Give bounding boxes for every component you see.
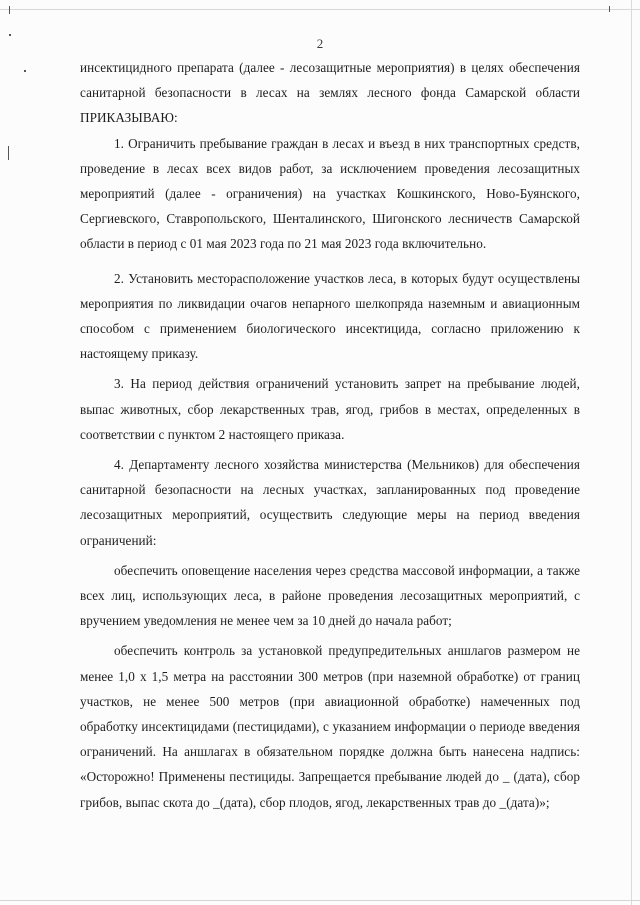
paragraph-item-2: 2. Установить месторасположение участков леса, в которых будут осуществлены мероприятия по ликвидации очагов непарного шелкопряда наземным и авиационным способом с применением биологического инсектицида, согласно приложению к настоящему приказу. (80, 270, 580, 362)
scan-mark (9, 6, 10, 14)
paragraph-item-1: 1. Ограничить пребывание граждан в лесах и въезд в них транспортных средств, проведение в лесах всех видов работ, за исключением проведения лесозащитных мероприятий (далее - ограничения) на участках Кошкинского, Ново-Буянского, Сергиевского, Ставропольского, Шенталинского, Шигонского лесничеств Самарской области в период с 01 мая 2023 года по 21 мая 2023 года включительно. (80, 135, 580, 252)
paragraph-item-4: 4. Департаменту лесного хозяйства министерства (Мельников) для обеспечения санитарной безопасности на лесных участках, запланированных под проведение лесозащитных мероприятий, осуществить следующие меры на период введения ограничений: (80, 457, 580, 548)
scan-mark (24, 70, 26, 72)
paragraph-intro-continuation: инсектицидного препарата (далее - лесозащитные мероприятия) в целях обеспечения санитарной безопасности в лесах на землях лесного фонда Самарской области ПРИКАЗЫВАЮ: (80, 60, 580, 126)
scan-edge-top (0, 9, 640, 10)
paragraph-item-3: 3. На период действия ограничений установить запрет на пребывание людей, выпас животных, сбор лекарственных трав, ягод, грибов в местах, определенных в соответствии с пунктом 2 настоящего приказа. (80, 376, 580, 442)
paragraph-item-4-measure-1: обеспечить оповещение населения через средства массовой информации, а также всех лиц, использующих леса, в районе проведения лесозащитных мероприятий, с вручением уведомления не менее чем за 10 дней до начала работ; (80, 562, 580, 629)
scan-mark (8, 146, 9, 160)
document-body (80, 55, 580, 815)
paragraph-item-4-measure-2: обеспечить контроль за установкой предупредительных аншлагов размером не менее 1,0 x 1,5 метра на расстоянии 300 метров (при наземной обработке) от границ участков, не менее 500 метров (при авиационной обработке) намеченных под обработку инсектицидами (пестицидами), с указанием информации о периоде введения ограничений. На аншлагах в обязательном порядке должна быть нанесена надпись: «Осторожно! Применены пестициды. Запрещается пребывание людей до _ (дата), сбор грибов, выпас скота до _(дата), сбор плодов, ягод, лекарственных трав до _(дата)»; (80, 643, 580, 810)
scan-mark (609, 6, 610, 12)
scan-edge-bottom (0, 900, 640, 901)
page-number: 2 (316, 36, 324, 51)
scan-edge-right (631, 0, 632, 905)
